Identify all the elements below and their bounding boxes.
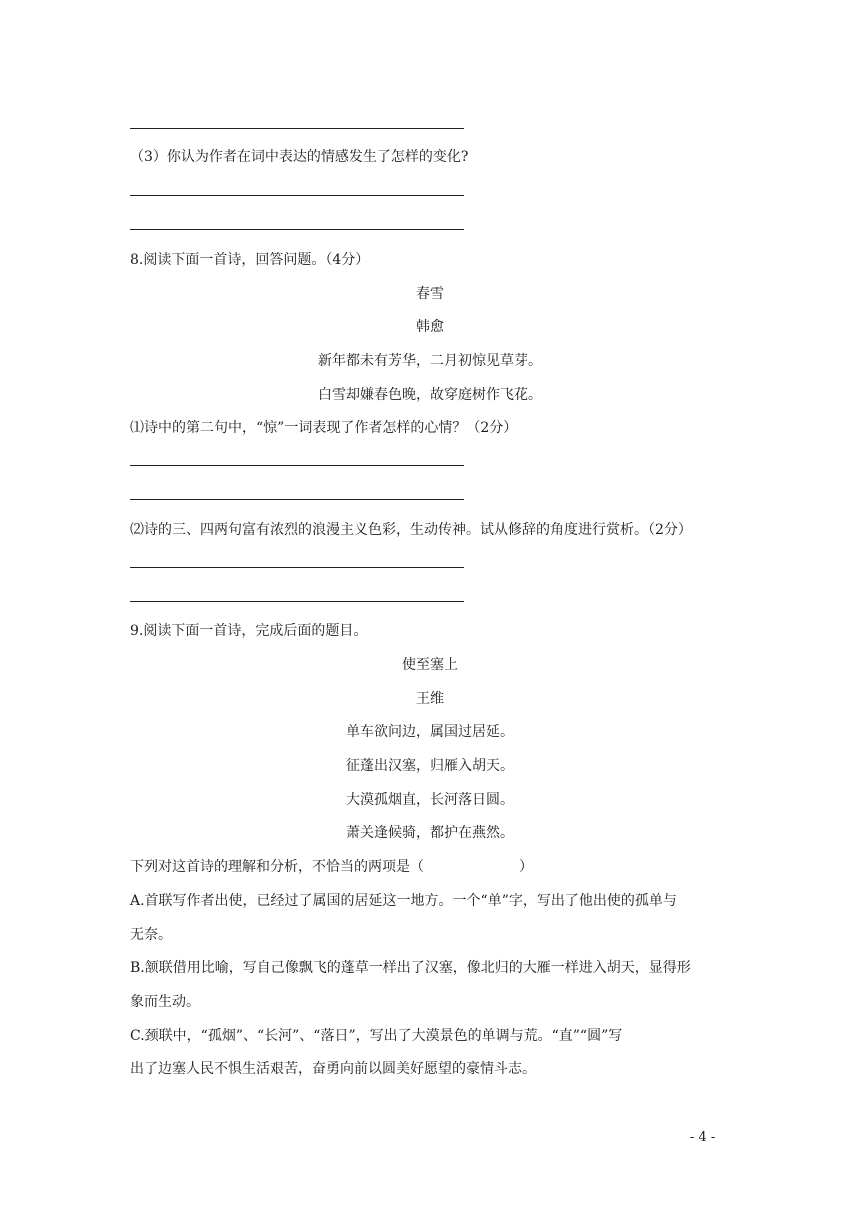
q9-option-c-cont: 出了边塞人民不惧生活艰苦，奋勇向前以圆美好愿望的豪情斗志。 bbox=[130, 1061, 536, 1077]
answer-line[interactable] bbox=[130, 465, 464, 466]
answer-line[interactable] bbox=[130, 567, 464, 568]
q9-poem-line: 萧关逢候骑，都护在燕然。 bbox=[346, 825, 514, 841]
q9-poem-line: 单车欲问边，属国过居延。 bbox=[346, 724, 514, 740]
q9-option-a-cont: 无奈。 bbox=[130, 927, 172, 943]
q9-poem-author: 王维 bbox=[416, 691, 444, 707]
q9-poem-line: 大漠孤烟直，长河落日圆。 bbox=[346, 792, 514, 808]
q9-question bbox=[130, 856, 533, 876]
answer-line[interactable] bbox=[130, 229, 464, 230]
answer-line[interactable] bbox=[130, 499, 464, 500]
q9-option-b-cont: 象而生动。 bbox=[130, 994, 200, 1010]
q8-poem-author: 韩愈 bbox=[416, 319, 444, 335]
q9-option-a: A.首联写作者出使，已经过了属国的居延这一地方。一个“单”字，写出了他出使的孤单与 bbox=[130, 893, 677, 909]
q8-sub2-text: ⑵诗的三、四两句富有浓烈的浪漫主义色彩，生动传神。试从修辞的角度进行赏析。（2分） bbox=[130, 522, 692, 538]
q9-intro: 9.阅读下面一首诗，完成后面的题目。 bbox=[130, 623, 368, 639]
q9-poem-title: 使至塞上 bbox=[402, 657, 458, 673]
q8-poem-line: 新年都未有芳华，二月初惊见草芽。 bbox=[318, 353, 542, 369]
q8-sub1-text: ⑴诗中的第二句中，“惊”一词表现了作者怎样的心情？（2分） bbox=[130, 420, 518, 436]
q9-option-c: C.颈联中，“孤烟”、“长河”、“落日”，写出了大漠景色的单调与荒。“直”“圆”写 bbox=[130, 1028, 623, 1044]
answer-line[interactable] bbox=[130, 128, 464, 129]
q9-question-text: 下列对这首诗的理解和分析，不恰当的两项是（ bbox=[130, 859, 424, 875]
q9-option-b: B.颔联借用比喻，写自己像飘飞的蓬草一样出了汉塞，像北归的大雁一样进入胡天，显得形 bbox=[130, 960, 691, 976]
page-number: - 4 - bbox=[690, 1130, 716, 1145]
q8-poem-line: 白雪却嫌春色晚，故穿庭树作飞花。 bbox=[318, 387, 542, 403]
q8-intro: 8.阅读下面一首诗，回答问题。（4分） bbox=[130, 252, 370, 268]
answer-line[interactable] bbox=[130, 195, 464, 196]
answer-line[interactable] bbox=[130, 601, 464, 602]
q9-poem-line: 征蓬出汉塞，归雁入胡天。 bbox=[346, 758, 514, 774]
q9-question-close: ） bbox=[519, 859, 533, 875]
q7-sub3-text: （3）你认为作者在词中表达的情感发生了怎样的变化? bbox=[130, 149, 469, 165]
q8-poem-title: 春雪 bbox=[416, 286, 444, 302]
